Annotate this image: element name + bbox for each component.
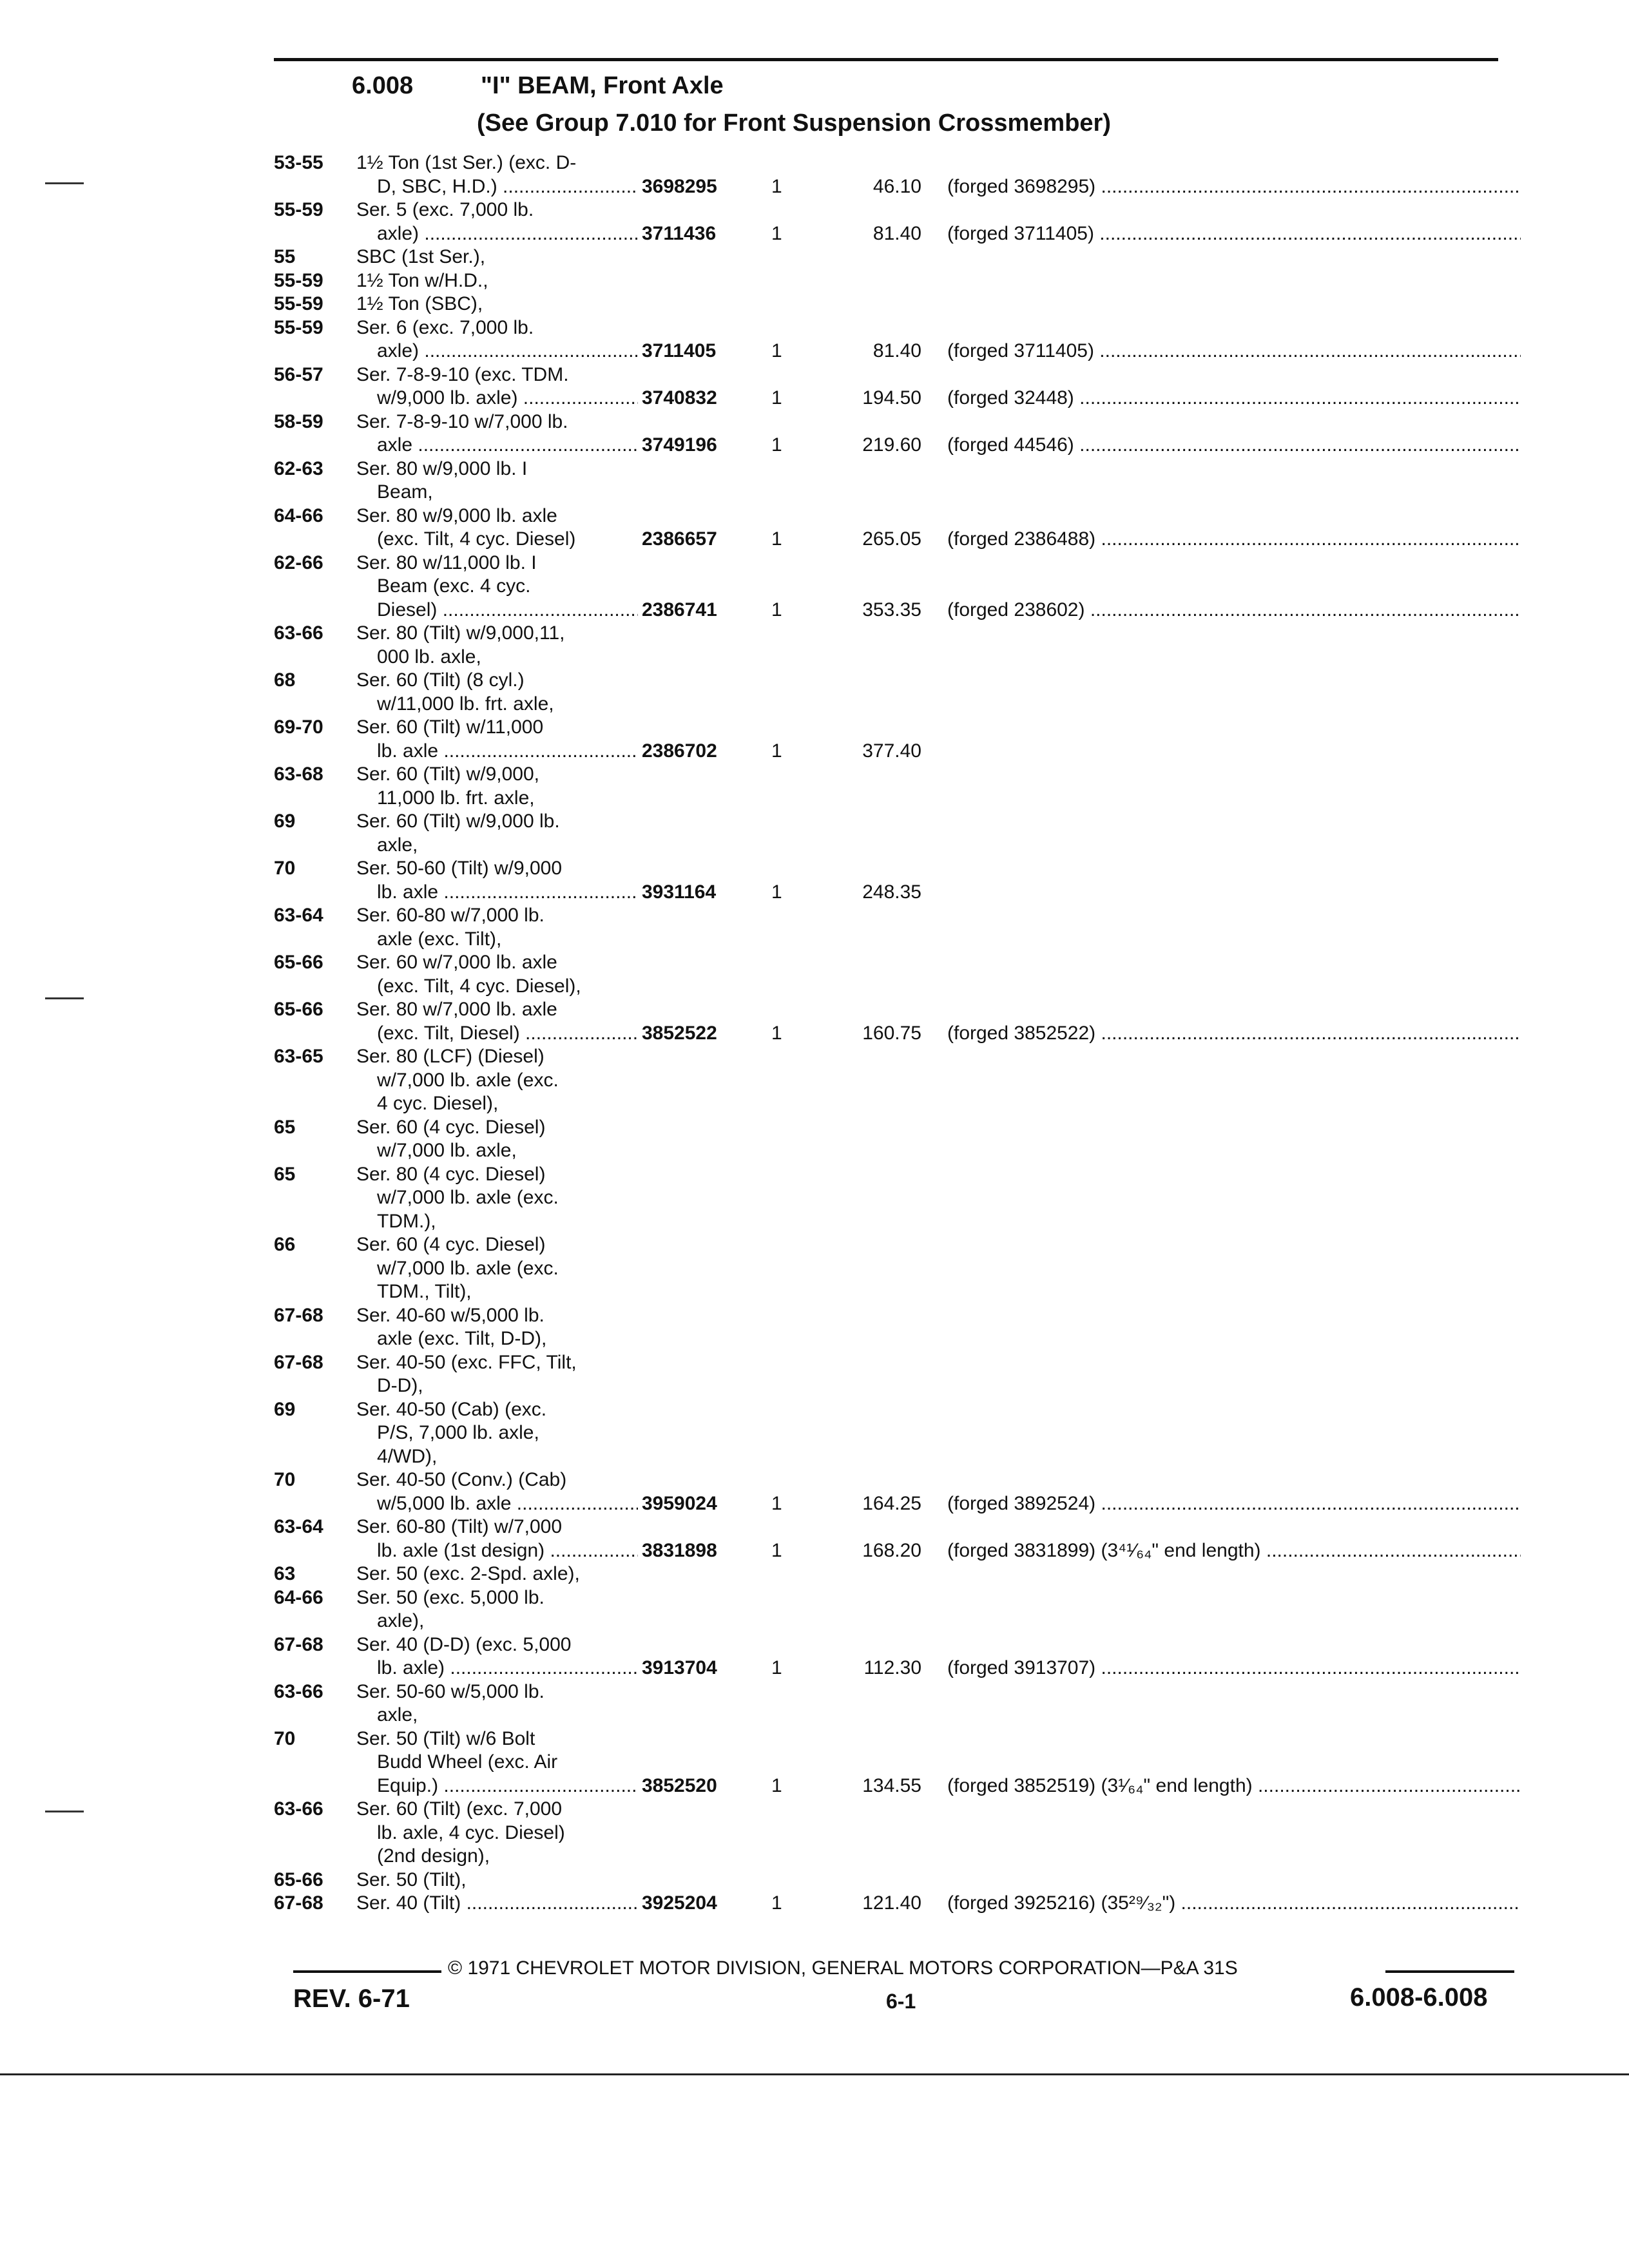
application-description: lb. axle) .....	[377, 1657, 757, 1680]
table-row	[274, 1304, 1524, 1328]
part-number: 3698295	[638, 175, 771, 199]
quantity: 1	[771, 1774, 782, 1796]
table-row	[274, 1727, 1524, 1751]
table-row	[274, 1774, 1524, 1798]
application-description: Ser. 60-80 w/7,000 lb.	[356, 905, 545, 926]
price: 112.30	[863, 1657, 921, 1678]
table-row	[274, 222, 1524, 246]
part-number: 3925204	[638, 1892, 771, 1916]
price: 219.60	[862, 434, 921, 456]
model-years: 65-66	[274, 952, 323, 973]
application-description: Ser. 7-8-9-10 w/7,000 lb.	[356, 410, 568, 432]
model-years: 70	[274, 1727, 296, 1749]
application-description: Ser. 50 (exc. 5,000 lb.	[356, 1586, 545, 1608]
table-row	[274, 1468, 1524, 1492]
model-years: 70	[274, 858, 296, 879]
table-row	[274, 716, 1524, 740]
table-row	[274, 1869, 1524, 1892]
price: 121.40	[862, 1892, 921, 1914]
model-years: 58-59	[274, 410, 323, 432]
model-years: 63-65	[274, 1046, 323, 1067]
quantity: 1	[771, 434, 782, 456]
application-description: (exc. Tilt, Diesel) .....	[377, 1022, 757, 1046]
table-row	[274, 575, 1524, 599]
part-number: 3852522	[638, 1022, 771, 1046]
part-number: 3749196	[638, 434, 771, 457]
application-description: Ser. 60 (4 cyc. Diesel)	[356, 1234, 546, 1255]
application-description: Ser. 80 (LCF) (Diesel)	[356, 1046, 545, 1067]
forging-note: (forged 238602) .....	[947, 599, 1521, 622]
application-description: axle),	[377, 1610, 425, 1631]
model-years: 63	[274, 1563, 296, 1584]
application-description: P/S, 7,000 lb. axle,	[377, 1422, 539, 1443]
footer-rule-right	[1385, 1970, 1514, 1973]
application-description: Beam,	[377, 481, 433, 503]
table-row	[274, 481, 1524, 505]
application-description: Ser. 6 (exc. 7,000 lb.	[356, 316, 534, 338]
table-row	[274, 928, 1524, 952]
model-years: 65	[274, 1116, 296, 1138]
application-description: w/7,000 lb. axle (exc.	[377, 1257, 559, 1279]
table-row	[274, 1445, 1524, 1469]
model-years: 62-66	[274, 552, 323, 573]
table-row	[274, 1562, 1524, 1586]
application-description: Ser. 60 w/7,000 lb. axle	[356, 952, 557, 973]
price: 81.40	[872, 222, 921, 244]
quantity: 1	[771, 1657, 782, 1678]
table-row	[274, 245, 1524, 269]
table-row	[274, 740, 1524, 764]
application-description: Ser. 50 (exc. 2-Spd. axle),	[356, 1563, 580, 1584]
forging-note: (forged 3698295) .....	[947, 175, 1521, 199]
model-years: 63-64	[274, 905, 323, 926]
table-row	[274, 528, 1524, 552]
model-years: 67-68	[274, 1304, 323, 1326]
part-number: 3740832	[638, 387, 771, 410]
price: 377.40	[862, 740, 921, 762]
table-row	[274, 457, 1524, 481]
table-row	[274, 1022, 1524, 1046]
application-description: Ser. 80 (Tilt) w/9,000,11,	[356, 622, 565, 644]
application-description: 1½ Ton (SBC),	[356, 293, 483, 314]
model-years: 65-66	[274, 1869, 323, 1890]
table-row	[274, 834, 1524, 858]
application-description: Ser. 7-8-9-10 (exc. TDM.	[356, 363, 569, 385]
table-row	[274, 1351, 1524, 1375]
model-years: 70	[274, 1469, 296, 1490]
application-description: Ser. 50-60 (Tilt) w/9,000	[356, 858, 563, 879]
model-years: 63-66	[274, 622, 323, 644]
model-years: 63-66	[274, 1680, 323, 1702]
footer-rule-left	[293, 1970, 441, 1973]
quantity: 1	[771, 1539, 782, 1561]
part-number: 2386657	[638, 528, 771, 552]
table-row	[274, 810, 1524, 834]
model-years: 64-66	[274, 505, 323, 526]
application-description: (2nd design),	[377, 1845, 490, 1867]
table-row	[274, 904, 1524, 928]
forging-note: (forged 3892524) .....	[947, 1492, 1521, 1516]
table-row	[274, 1751, 1524, 1774]
part-number: 2386702	[638, 740, 771, 764]
model-years: 67-68	[274, 1892, 323, 1914]
application-description: Ser. 60 (Tilt) (exc. 7,000	[356, 1798, 563, 1820]
application-description: Ser. 80 w/9,000 lb. axle	[356, 505, 557, 526]
model-years: 63-66	[274, 1798, 323, 1820]
model-years: 56-57	[274, 363, 323, 385]
table-row	[274, 363, 1524, 387]
table-row	[274, 1327, 1524, 1351]
model-years: 62-63	[274, 457, 323, 479]
table-row	[274, 269, 1524, 293]
parts-list	[274, 151, 1524, 1916]
part-number: 3913704	[638, 1657, 771, 1680]
forging-note: (forged 3711405) .....	[947, 340, 1521, 363]
table-row	[274, 1398, 1524, 1422]
model-years: 69-70	[274, 716, 323, 738]
application-description: w/11,000 lb. frt. axle,	[377, 693, 554, 715]
application-description: TDM.),	[377, 1210, 436, 1232]
table-row	[274, 1586, 1524, 1610]
forging-note: (forged 3913707) .....	[947, 1657, 1521, 1680]
margin-mark	[45, 182, 84, 184]
part-number: 3711436	[638, 222, 771, 246]
table-row	[274, 998, 1524, 1022]
table-row	[274, 1892, 1524, 1916]
table-row	[274, 434, 1524, 457]
table-row	[274, 293, 1524, 316]
application-description: lb. axle .....	[377, 881, 757, 905]
application-description: 4 cyc. Diesel),	[377, 1093, 499, 1114]
application-description: Ser. 80 (4 cyc. Diesel)	[356, 1163, 546, 1185]
forging-note: (forged 44546) .....	[947, 434, 1521, 457]
application-description: (exc. Tilt, 4 cyc. Diesel),	[377, 975, 581, 997]
table-row	[274, 316, 1524, 340]
forging-note: (forged 3852519) (3¹⁄₆₄" end length) .....	[947, 1774, 1521, 1798]
quantity: 1	[771, 175, 782, 197]
section-subtitle: (See Group 7.010 for Front Suspension Crossmember)	[477, 110, 1111, 137]
table-row	[274, 1186, 1524, 1210]
table-row	[274, 693, 1524, 716]
forging-note: (forged 3831899) (3⁴¹⁄₆₄" end length) .....	[947, 1539, 1521, 1563]
quantity: 1	[771, 599, 782, 620]
table-row	[274, 1610, 1524, 1633]
table-row	[274, 410, 1524, 434]
application-description: w/7,000 lb. axle (exc.	[377, 1187, 559, 1208]
application-description: (exc. Tilt, 4 cyc. Diesel)	[377, 528, 576, 550]
table-row	[274, 1139, 1524, 1163]
table-row	[274, 1657, 1524, 1680]
part-number: 3959024	[638, 1492, 771, 1516]
forging-note: (forged 3711405) .....	[947, 222, 1521, 246]
price: 248.35	[862, 881, 921, 903]
model-years: 63-68	[274, 764, 323, 785]
part-number: 3831898	[638, 1539, 771, 1563]
model-years: 69	[274, 811, 296, 832]
application-description: w/7,000 lb. axle,	[377, 1140, 517, 1161]
application-description: Ser. 40-50 (Cab) (exc.	[356, 1398, 547, 1420]
application-description: Ser. 50 (Tilt),	[356, 1869, 467, 1890]
quantity: 1	[771, 528, 782, 550]
forging-note: (forged 2386488) .....	[947, 528, 1521, 552]
table-row	[274, 151, 1524, 175]
application-description: axle (exc. Tilt, D-D),	[377, 1328, 547, 1349]
quantity: 1	[771, 881, 782, 903]
application-description: Equip.) .....	[377, 1774, 757, 1798]
table-row	[274, 1280, 1524, 1304]
application-description: Ser. 80 w/7,000 lb. axle	[356, 999, 557, 1020]
application-description: Ser. 60 (Tilt) (8 cyl.)	[356, 669, 525, 691]
application-description: Diesel) .....	[377, 599, 757, 622]
application-description: Ser. 40 (D-D) (exc. 5,000	[356, 1633, 572, 1655]
application-description: 11,000 lb. frt. axle,	[377, 787, 535, 809]
application-description: 4/WD),	[377, 1445, 438, 1467]
table-row	[274, 1233, 1524, 1257]
part-number: 2386741	[638, 599, 771, 622]
application-description: Budd Wheel (exc. Air	[377, 1751, 558, 1773]
model-years: 63-64	[274, 1516, 323, 1537]
table-row	[274, 1539, 1524, 1563]
table-row	[274, 1704, 1524, 1727]
table-row	[274, 599, 1524, 622]
application-description: axle .....	[377, 434, 757, 457]
application-description: 000 lb. axle,	[377, 646, 481, 668]
section-range: 6.008-6.008	[1350, 1983, 1488, 2012]
table-row	[274, 622, 1524, 646]
application-description: Ser. 60 (Tilt) w/11,000	[356, 716, 544, 738]
model-years: 55-59	[274, 269, 323, 291]
application-description: Ser. 40-50 (Conv.) (Cab)	[356, 1469, 567, 1490]
table-row	[274, 881, 1524, 905]
table-row	[274, 1210, 1524, 1234]
application-description: Ser. 60 (4 cyc. Diesel)	[356, 1116, 546, 1138]
price: 160.75	[862, 1022, 921, 1044]
application-description: w/5,000 lb. axle .....	[377, 1492, 757, 1516]
price: 353.35	[862, 599, 921, 620]
table-row	[274, 669, 1524, 693]
application-description: Ser. 60 (Tilt) w/9,000,	[356, 764, 540, 785]
model-years: 68	[274, 669, 296, 691]
model-years: 69	[274, 1398, 296, 1420]
application-description: D, SBC, H.D.) .....	[377, 175, 757, 199]
table-row	[274, 1163, 1524, 1187]
application-description: 1½ Ton (1st Ser.) (exc. D-	[356, 152, 577, 173]
table-row	[274, 1092, 1524, 1116]
quantity: 1	[771, 340, 782, 361]
table-row	[274, 198, 1524, 222]
table-row	[274, 1633, 1524, 1657]
forging-note: (forged 3925216) (35²⁹⁄₃₂") .....	[947, 1892, 1521, 1916]
application-description: Ser. 60 (Tilt) w/9,000 lb.	[356, 811, 560, 832]
application-description: Ser. 50 (Tilt) w/6 Bolt	[356, 1727, 535, 1749]
model-years: 64-66	[274, 1586, 323, 1608]
page-number: 6-1	[886, 1990, 916, 2013]
table-row	[274, 387, 1524, 410]
table-row	[274, 857, 1524, 881]
application-description: lb. axle, 4 cyc. Diesel)	[377, 1821, 565, 1843]
copyright-notice: © 1971 CHEVROLET MOTOR DIVISION, GENERAL MOTORS CORPORATION—P&A 31S	[448, 1957, 1238, 1979]
forging-note: (forged 32448) .....	[947, 387, 1521, 410]
quantity: 1	[771, 1492, 782, 1514]
application-description: Ser. 50-60 w/5,000 lb.	[356, 1680, 545, 1702]
price: 164.25	[862, 1492, 921, 1514]
price: 81.40	[872, 340, 921, 361]
margin-mark	[45, 1811, 84, 1812]
table-row	[274, 1680, 1524, 1704]
quantity: 1	[771, 222, 782, 244]
quantity: 1	[771, 740, 782, 762]
model-years: 67-68	[274, 1351, 323, 1373]
application-description: axle) .....	[377, 222, 757, 246]
application-description: w/9,000 lb. axle) .....	[377, 387, 757, 410]
table-row	[274, 1492, 1524, 1516]
application-description: axle,	[377, 834, 418, 856]
model-years: 55-59	[274, 316, 323, 338]
application-description: Ser. 40 (Tilt) .....	[356, 1892, 737, 1916]
quantity: 1	[771, 1022, 782, 1044]
table-row	[274, 787, 1524, 811]
application-description: Ser. 5 (exc. 7,000 lb.	[356, 199, 534, 220]
quantity: 1	[771, 387, 782, 408]
table-row	[274, 1798, 1524, 1821]
table-row	[274, 1069, 1524, 1093]
table-row	[274, 340, 1524, 363]
application-description: Ser. 80 w/11,000 lb. I	[356, 552, 537, 573]
application-description: Beam (exc. 4 cyc.	[377, 575, 531, 597]
table-row	[274, 175, 1524, 199]
table-row	[274, 505, 1524, 528]
table-row	[274, 1845, 1524, 1869]
forging-note: (forged 3852522) .....	[947, 1022, 1521, 1046]
application-description: Ser. 40-50 (exc. FFC, Tilt,	[356, 1351, 577, 1373]
application-description: lb. axle (1st design) .....	[377, 1539, 757, 1563]
section-title: "I" BEAM, Front Axle	[481, 72, 724, 99]
table-row	[274, 951, 1524, 975]
application-description: lb. axle .....	[377, 740, 757, 764]
model-years: 65-66	[274, 999, 323, 1020]
table-row	[274, 1257, 1524, 1281]
price: 134.55	[862, 1774, 921, 1796]
application-description: 1½ Ton w/H.D.,	[356, 269, 488, 291]
application-description: Ser. 80 w/9,000 lb. I	[356, 457, 528, 479]
price: 168.20	[862, 1539, 921, 1561]
table-row	[274, 975, 1524, 999]
model-years: 53-55	[274, 152, 323, 173]
model-years: 65	[274, 1163, 296, 1185]
model-years: 67-68	[274, 1633, 323, 1655]
application-description: axle (exc. Tilt),	[377, 928, 502, 950]
part-number: 3931164	[638, 881, 771, 905]
part-number: 3711405	[638, 340, 771, 363]
application-description: Ser. 60-80 (Tilt) w/7,000	[356, 1516, 563, 1537]
table-row	[274, 1515, 1524, 1539]
table-row	[274, 1421, 1524, 1445]
application-description: TDM., Tilt),	[377, 1281, 472, 1302]
revision-label: REV. 6-71	[293, 1984, 410, 2013]
application-description: axle,	[377, 1704, 418, 1725]
price: 265.05	[862, 528, 921, 550]
part-number: 3852520	[638, 1774, 771, 1798]
margin-mark	[45, 997, 84, 999]
quantity: 1	[771, 1892, 782, 1914]
section-number: 6.008	[352, 72, 414, 99]
application-description: D-D),	[377, 1375, 423, 1396]
page-bottom-rule	[0, 2073, 1629, 2075]
table-row	[274, 1116, 1524, 1140]
table-row	[274, 646, 1524, 669]
model-years: 66	[274, 1234, 296, 1255]
section-heading	[352, 72, 724, 100]
model-years: 55-59	[274, 199, 323, 220]
model-years: 55-59	[274, 293, 323, 314]
application-description: w/7,000 lb. axle (exc.	[377, 1069, 559, 1091]
table-row	[274, 1045, 1524, 1069]
table-row	[274, 552, 1524, 575]
price: 46.10	[872, 175, 921, 197]
model-years: 55	[274, 246, 296, 267]
table-row	[274, 1374, 1524, 1398]
header-rule	[274, 58, 1498, 61]
application-description: axle) .....	[377, 340, 757, 363]
table-row	[274, 1821, 1524, 1845]
application-description: Ser. 40-60 w/5,000 lb.	[356, 1304, 545, 1326]
application-description: SBC (1st Ser.),	[356, 246, 486, 267]
table-row	[274, 763, 1524, 787]
price: 194.50	[862, 387, 921, 408]
